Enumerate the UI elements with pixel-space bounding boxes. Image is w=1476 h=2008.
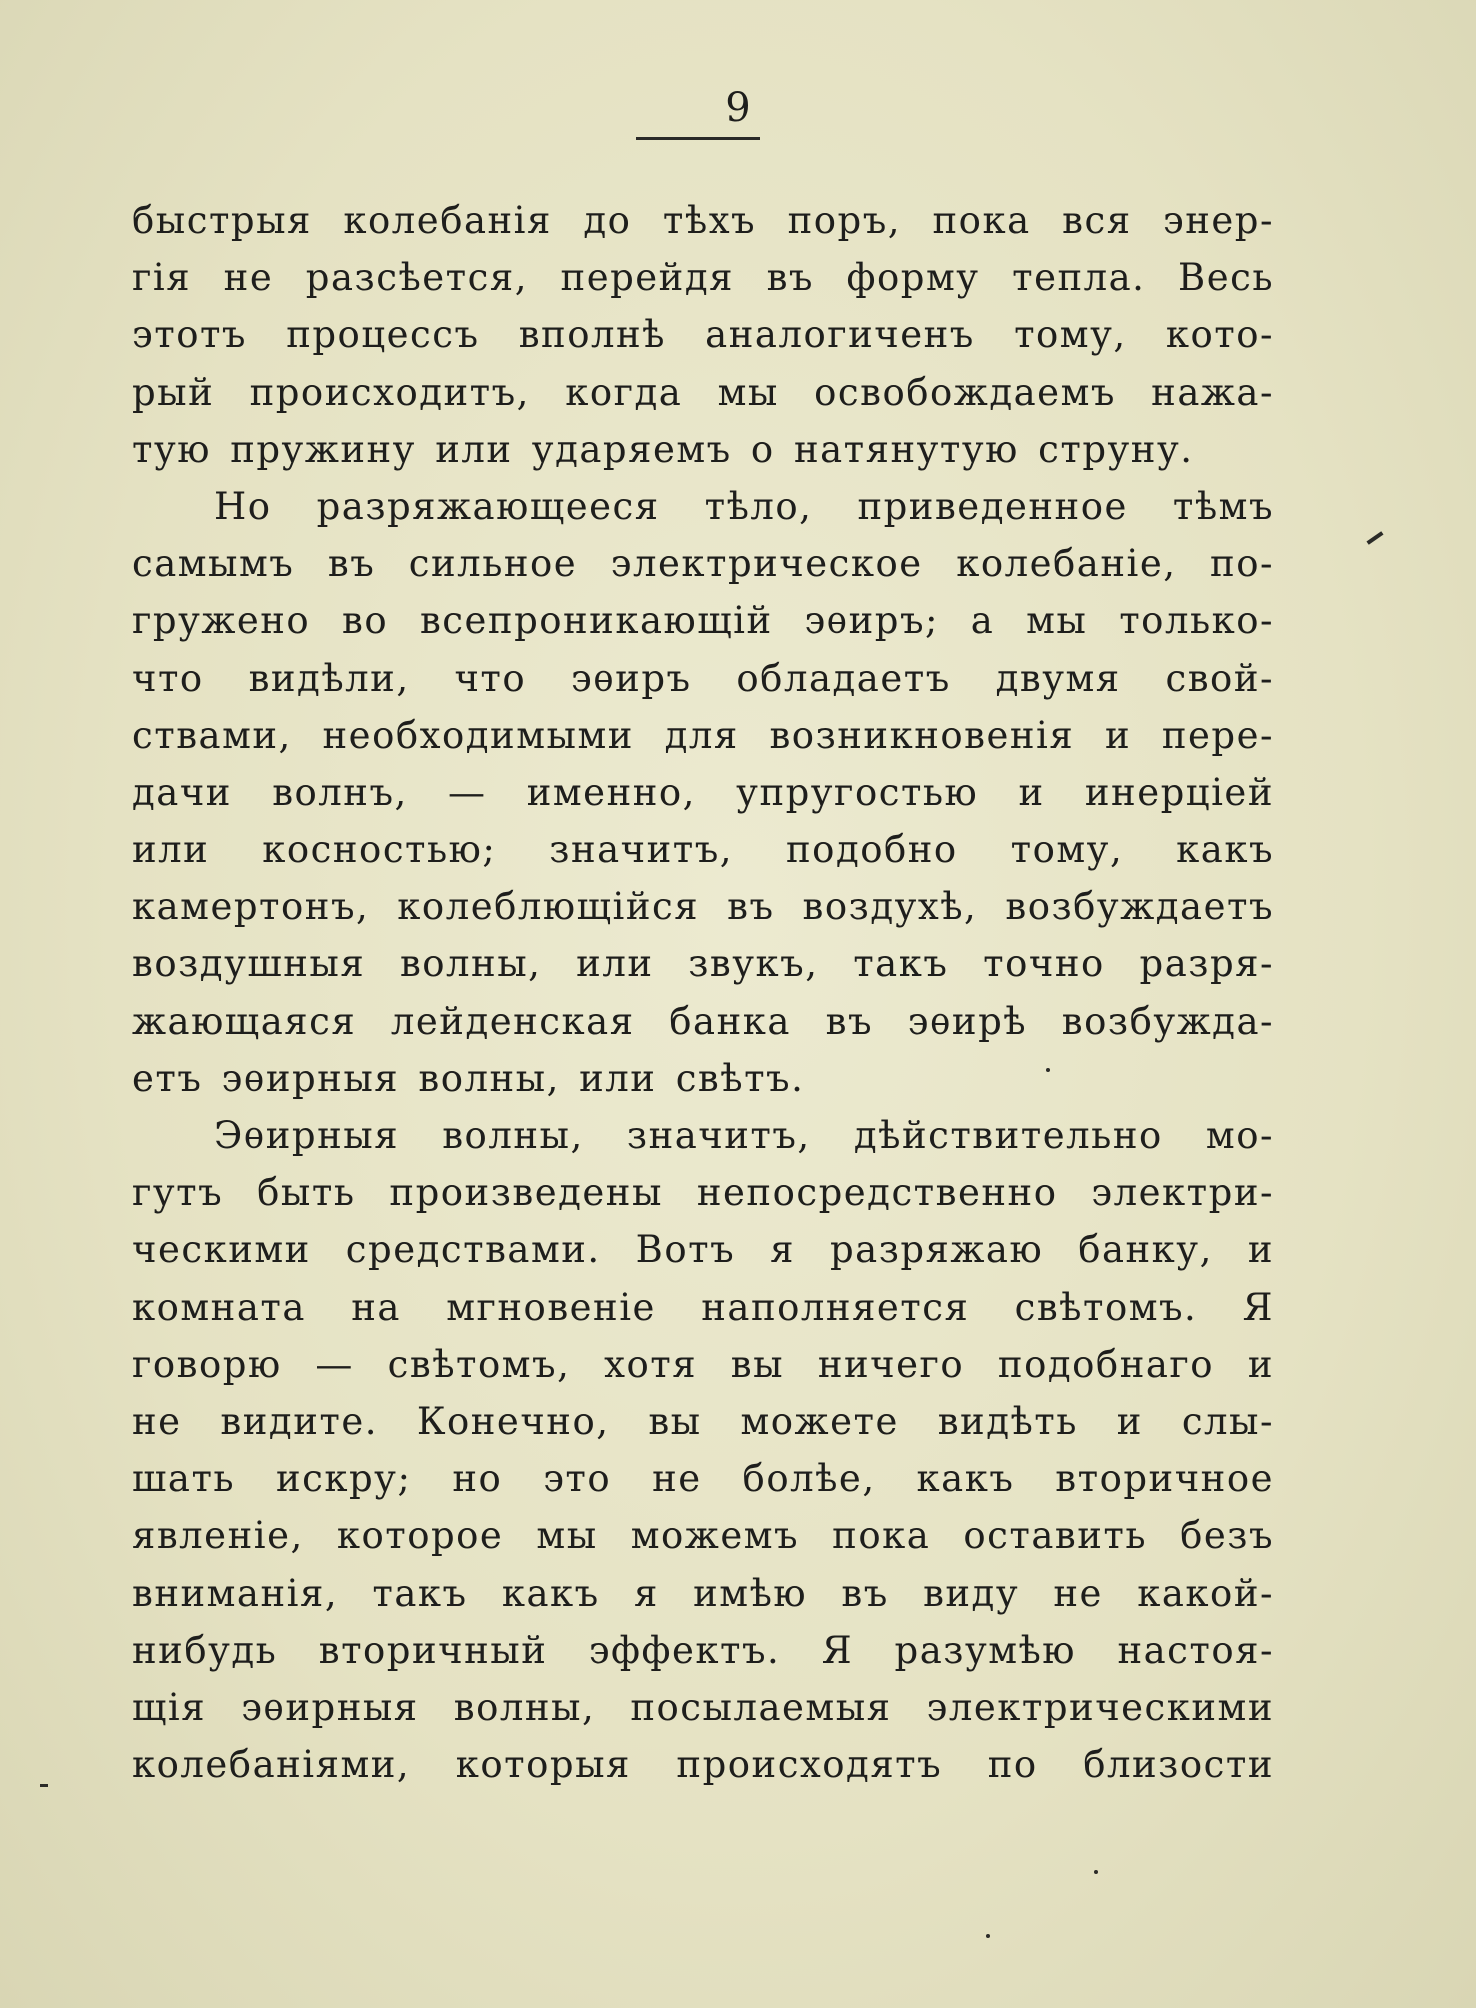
text-line: гія не разсѣется, перейдя въ форму тепла. Весь xyxy=(132,256,1274,300)
ink-speck xyxy=(986,1934,990,1938)
page-number: 9 xyxy=(725,85,751,131)
text-line: не видите. Конечно, вы можете видѣть и слы- xyxy=(132,1399,1274,1443)
ink-mark xyxy=(1366,531,1383,545)
text-line: комната на мгновеніе наполняется свѣтомъ. Я xyxy=(132,1285,1274,1329)
text-line: Но разряжающееся тѣло, приведенное тѣмъ xyxy=(214,484,1274,528)
text-line: ствами, необходимыми для возникновенія и пере- xyxy=(132,713,1274,757)
text-line: гружено во всепроникающій эѳиръ; а мы только- xyxy=(132,599,1274,643)
text-line: явленіе, которое мы можемъ пока оставить безъ xyxy=(132,1514,1274,1558)
text-line: нибудь вторичный эффектъ. Я разумѣю настоя- xyxy=(132,1628,1274,1672)
text-line: гутъ быть произведены непосредственно электри- xyxy=(132,1171,1274,1215)
text-line: самымъ въ сильное электрическое колебаніе, по- xyxy=(132,542,1274,586)
text-line: или косностью; значитъ, подобно тому, какъ xyxy=(132,828,1274,872)
text-line: вниманія, такъ какъ я имѣю въ виду не какой- xyxy=(132,1571,1274,1615)
text-line: щія эѳирныя волны, посылаемыя электрическими xyxy=(132,1685,1274,1729)
text-line: ческими средствами. Вотъ я разряжаю банку, и xyxy=(132,1228,1274,1272)
text-line: етъ эѳирныя волны, или свѣтъ. xyxy=(132,1056,805,1100)
text-line: камертонъ, колеблющійся въ воздухѣ, возбуждаетъ xyxy=(132,885,1274,929)
text-line: рый происходитъ, когда мы освобождаемъ нажа- xyxy=(132,370,1274,414)
ink-speck xyxy=(1094,1870,1098,1874)
text-line: Эѳирныя волны, значитъ, дѣйствительно мо- xyxy=(214,1114,1274,1157)
text-line: жающаяся лейденская банка въ эѳирѣ возбужда- xyxy=(132,999,1274,1043)
text-line: говорю — свѣтомъ, хотя вы ничего подобнаго и xyxy=(132,1342,1274,1386)
text-line: что видѣли, что эѳиръ обладаетъ двумя свой- xyxy=(132,656,1274,700)
ink-speck xyxy=(40,1784,48,1787)
header-rule xyxy=(636,137,760,140)
text-line: шать искру; но это не болѣе, какъ вторичное xyxy=(132,1457,1274,1501)
ink-speck xyxy=(1046,1068,1050,1072)
text-line: тую пружину или ударяемъ о натянутую струну. xyxy=(132,427,1194,471)
body-text xyxy=(132,192,1274,1793)
text-line: быстрыя колебанія до тѣхъ поръ, пока вся энер- xyxy=(132,199,1274,242)
text-line: воздушныя волны, или звукъ, такъ точно разря- xyxy=(132,942,1274,986)
text-line: дачи волнъ, — именно, упругостью и инерціей xyxy=(132,770,1274,814)
text-line: колебаніями, которыя происходятъ по близости xyxy=(132,1743,1274,1787)
text-line: этотъ процессъ вполнѣ аналогиченъ тому, кото- xyxy=(132,313,1274,357)
